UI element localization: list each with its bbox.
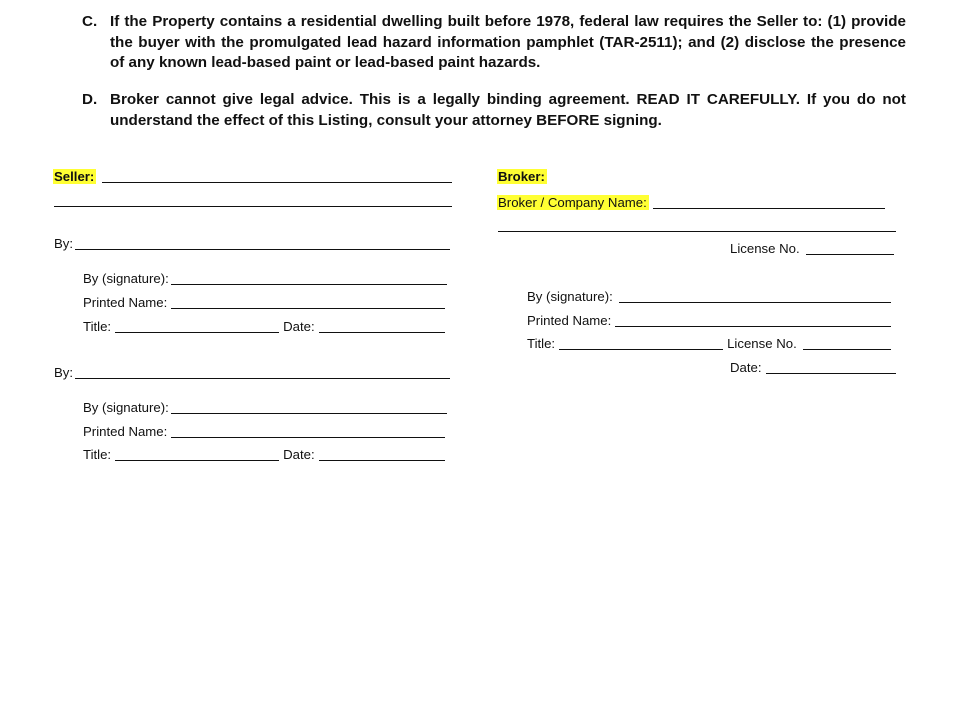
broker-date-row	[730, 359, 896, 375]
broker-signature-row	[527, 288, 891, 304]
broker-printed-name-label: Printed Name:	[527, 313, 612, 328]
clause-c-label: C.	[82, 13, 98, 30]
seller-signature-field-2[interactable]	[171, 413, 447, 414]
seller-title-row-1	[83, 318, 445, 334]
broker-date-field[interactable]	[766, 373, 896, 374]
clause-d-label: D.	[82, 91, 98, 108]
seller-by-line-1[interactable]	[75, 249, 450, 250]
seller-by-line-2[interactable]	[75, 378, 450, 379]
broker-license-label-1: License No.	[730, 241, 800, 256]
broker-license-field-1[interactable]	[806, 254, 894, 255]
broker-printed-name-field[interactable]	[615, 326, 891, 327]
broker-company-label: Broker / Company Name:	[498, 195, 647, 210]
broker-signature-label: By (signature):	[527, 289, 613, 304]
broker-company-row	[498, 194, 885, 210]
seller-by-label-2: By:	[54, 365, 74, 380]
broker-second-line[interactable]	[498, 231, 896, 232]
seller-printed-name-label-1: Printed Name:	[83, 295, 168, 310]
seller-title-field-2[interactable]	[115, 460, 279, 461]
seller-printed-name-row-1	[83, 294, 445, 310]
broker-title-label: Title:	[527, 336, 556, 351]
seller-printed-name-row-2	[83, 423, 445, 439]
seller-by-label-1: By:	[54, 236, 74, 251]
seller-signature-line[interactable]	[102, 182, 452, 183]
broker-label: Broker:	[498, 169, 545, 184]
broker-title-row	[527, 335, 891, 351]
seller-by-row-2	[54, 364, 450, 380]
seller-date-field-1[interactable]	[319, 332, 445, 333]
seller-date-label-1: Date:	[283, 319, 315, 334]
seller-signature-label-1: By (signature):	[83, 271, 169, 286]
broker-date-label: Date:	[730, 360, 762, 375]
broker-license-field-2[interactable]	[803, 349, 891, 350]
seller-title-field-1[interactable]	[115, 332, 279, 333]
broker-signature-field[interactable]	[619, 302, 891, 303]
seller-date-label-2: Date:	[283, 447, 315, 462]
broker-printed-name-row	[527, 312, 891, 328]
seller-title-row-2	[83, 446, 445, 462]
seller-signature-row-2	[83, 399, 447, 415]
seller-printed-name-label-2: Printed Name:	[83, 424, 168, 439]
seller-by-row-1	[54, 235, 450, 251]
seller-label: Seller:	[54, 169, 95, 184]
seller-row	[54, 168, 452, 184]
clause-c	[82, 12, 906, 74]
broker-license-row-1	[730, 240, 894, 256]
seller-signature-label-2: By (signature):	[83, 400, 169, 415]
broker-license-label-2: License No.	[727, 336, 797, 351]
seller-title-label-1: Title:	[83, 319, 112, 334]
seller-printed-name-field-1[interactable]	[171, 308, 445, 309]
seller-second-line[interactable]	[54, 206, 452, 207]
seller-signature-field-1[interactable]	[171, 284, 447, 285]
seller-signature-row-1	[83, 270, 447, 286]
clause-d-text: Broker cannot give legal advice. This is a legally binding agreement. READ IT CAREFULLY. If you do not understand the effect of this Listing, consult your attorney BEFORE signing.	[110, 91, 906, 129]
broker-row	[498, 168, 547, 184]
clause-c-text: If the Property contains a residential dwelling built before 1978, federal law requires the Seller to: (1) provide the buyer with the promulgated lead hazard information pamphlet (TAR-2511); and (2) disclose the presence of any known lead-based paint or lead-based paint hazards.	[110, 13, 906, 71]
clause-d	[82, 90, 906, 131]
seller-date-field-2[interactable]	[319, 460, 445, 461]
seller-printed-name-field-2[interactable]	[171, 437, 445, 438]
seller-title-label-2: Title:	[83, 447, 112, 462]
broker-company-field[interactable]	[653, 208, 885, 209]
broker-title-field[interactable]	[559, 349, 723, 350]
